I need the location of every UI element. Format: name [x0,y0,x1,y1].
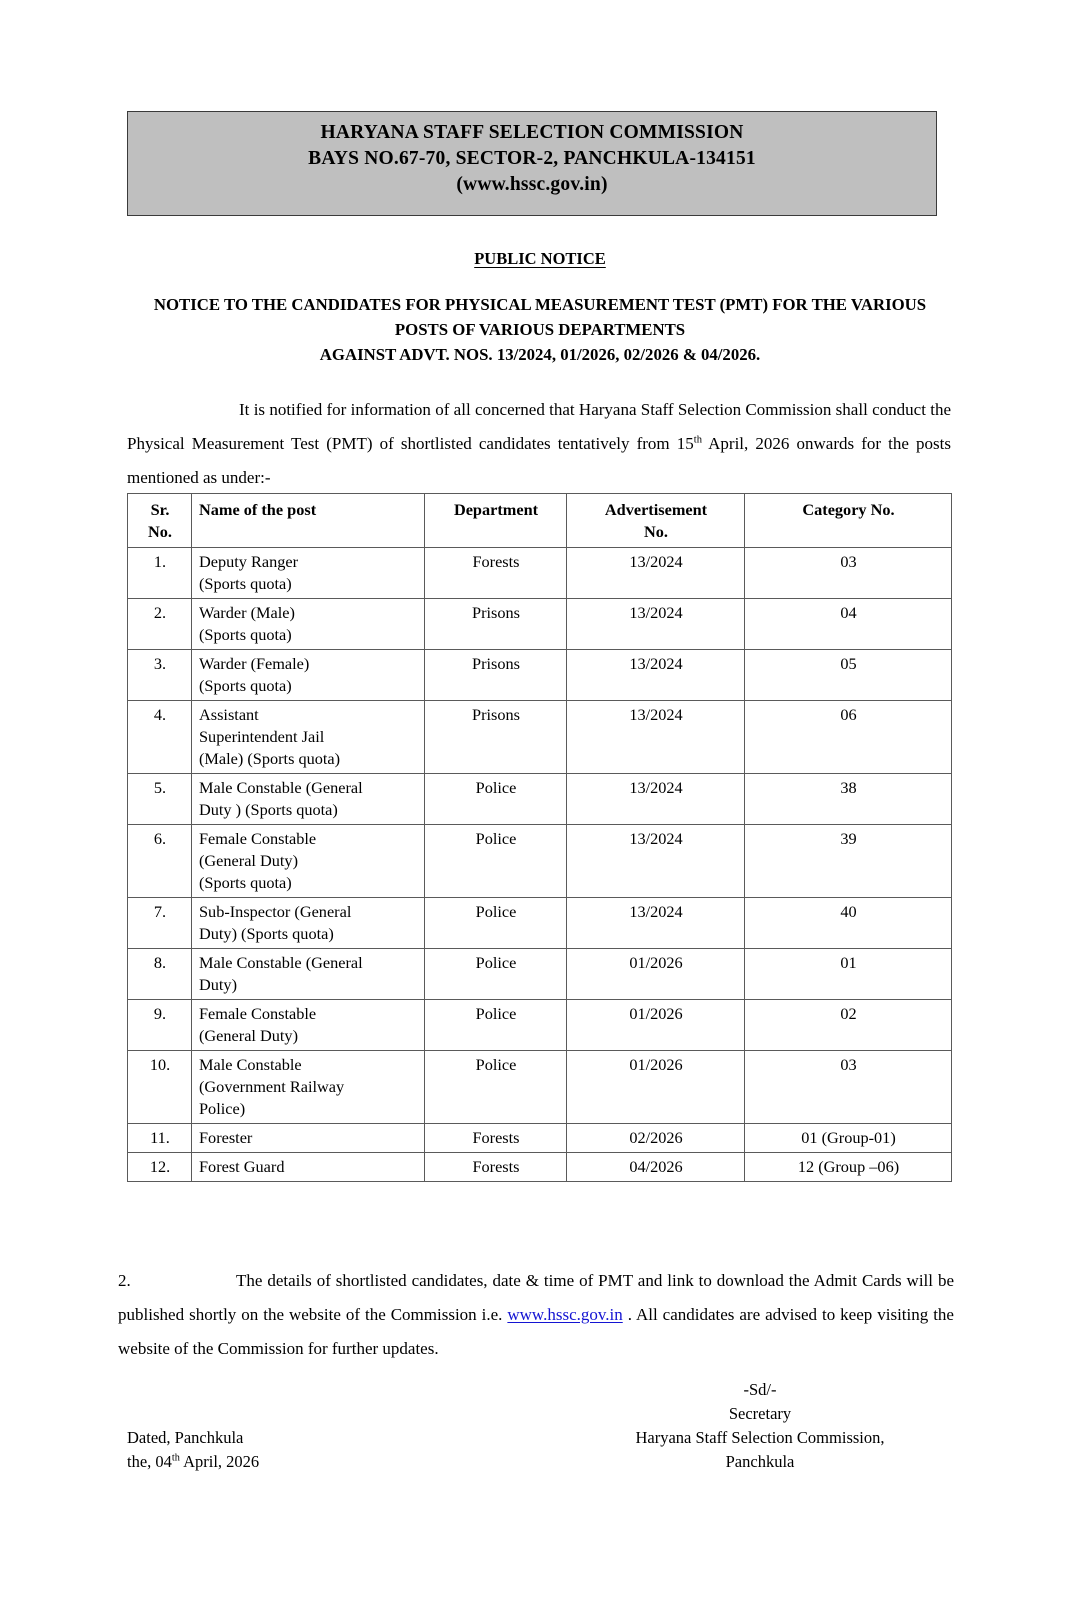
cell-sr-no: 2. [128,599,192,650]
notice-title-line-1: NOTICE TO THE CANDIDATES FOR PHYSICAL MEASUREMENT TEST (PMT) FOR THE VARIOUS [153,295,927,314]
paragraph-1-text-b: April, 2026 onwards for the posts mentioned as under:- [127,434,952,487]
dateline-date [127,1450,457,1474]
cell-advertisement-no: 02/2026 [567,1124,745,1153]
cell-sr-no: 3. [128,650,192,701]
cell-department: Prisons [425,701,567,774]
column-header-category-no: Category No. [745,494,952,548]
cell-advertisement-no: 04/2026 [567,1153,745,1182]
table-row [128,1124,952,1153]
cell-department: Prisons [425,599,567,650]
cell-sr-no: 10. [128,1051,192,1124]
cell-category-no: 38 [745,774,952,825]
cell-category-no: 03 [745,548,952,599]
posts-table-body [128,548,952,1182]
cell-post-name: Forester [192,1124,425,1153]
cell-department: Police [425,898,567,949]
date-ordinal-suffix: th [693,434,702,446]
cell-sr-no: 1. [128,548,192,599]
cell-department: Forests [425,1124,567,1153]
notice-body-paragraph-1 [127,393,951,495]
cell-post-name: Male Constable (General Duty ) (Sports quota) [192,774,425,825]
cell-advertisement-no: 13/2024 [567,599,745,650]
table-row [128,1153,952,1182]
cell-sr-no: 8. [128,949,192,1000]
cell-advertisement-no: 01/2026 [567,1000,745,1051]
cell-sr-no: 7. [128,898,192,949]
dateline-date-suffix: April, 2026 [179,1452,260,1471]
cell-sr-no: 4. [128,701,192,774]
cell-category-no: 03 [745,1051,952,1124]
cell-category-no: 01 (Group-01) [745,1124,952,1153]
paragraph-2-number: 2. [118,1271,131,1290]
signature-block [560,1378,960,1474]
posts-table-head [128,494,952,548]
cell-sr-no: 9. [128,1000,192,1051]
column-header-department: Department [425,494,567,548]
cell-advertisement-no: 13/2024 [567,774,745,825]
cell-category-no: 06 [745,701,952,774]
column-header-name-of-post: Name of the post [192,494,425,548]
table-row [128,701,952,774]
cell-department: Prisons [425,650,567,701]
table-row [128,1000,952,1051]
cell-sr-no: 5. [128,774,192,825]
paragraph-2-text-b: . All candidates are advised to keep visiting the website of the Commission for further updates. [118,1305,954,1358]
column-header-sr-line1: Sr. [150,500,170,519]
signature-place: Panchkula [725,1452,795,1471]
dateline-date-prefix: the, 04 [127,1452,172,1471]
notice-title-line-2: POSTS OF VARIOUS DEPARTMENTS [394,320,686,339]
cell-sr-no: 12. [128,1153,192,1182]
cell-advertisement-no: 13/2024 [567,825,745,898]
cell-advertisement-no: 13/2024 [567,701,745,774]
cell-advertisement-no: 13/2024 [567,898,745,949]
table-header-row [128,494,952,548]
cell-sr-no: 11. [128,1124,192,1153]
cell-category-no: 12 (Group –06) [745,1153,952,1182]
posts-table [127,493,952,1182]
cell-category-no: 04 [745,599,952,650]
notice-title-line-3: AGAINST ADVT. NOS. 13/2024, 01/2026, 02/2026 & 04/2026. [319,345,761,364]
paragraph-1-text-a: It is notified for information of all concerned that Haryana Staff Selection Commission shall conduct the Physical Measurement Test (PMT) of shortlisted candidates tentatively from 15 [127,400,951,453]
cell-advertisement-no: 01/2026 [567,1051,745,1124]
table-row [128,898,952,949]
hssc-website-link[interactable]: www.hssc.gov.in [507,1305,623,1324]
cell-post-name: Warder (Female) (Sports quota) [192,650,425,701]
signature-sd: -Sd/- [743,1380,777,1399]
paragraph-2-text-a: The details of shortlisted candidates, date & time of PMT and link to download the Admit Cards will be published shortly on the website of the Commission i.e. [118,1271,954,1324]
signature-designation: Secretary [728,1404,792,1423]
column-header-sr-line2: No. [148,522,172,541]
cell-post-name: Male Constable (Government Railway Police) [192,1051,425,1124]
table-row [128,774,952,825]
cell-post-name: Assistant Superintendent Jail (Male) (Sports quota) [192,701,425,774]
cell-post-name: Deputy Ranger (Sports quota) [192,548,425,599]
table-row [128,825,952,898]
cell-advertisement-no: 13/2024 [567,548,745,599]
cell-post-name: Sub-Inspector (General Duty) (Sports quota) [192,898,425,949]
cell-department: Police [425,825,567,898]
cell-category-no: 39 [745,825,952,898]
cell-post-name: Warder (Male) (Sports quota) [192,599,425,650]
table-row [128,650,952,701]
cell-post-name: Female Constable (General Duty) (Sports quota) [192,825,425,898]
cell-category-no: 01 [745,949,952,1000]
column-header-sr-no [128,494,192,548]
table-row [128,1051,952,1124]
header-address: BAYS NO.67-70, SECTOR-2, PANCHKULA-134151 [308,148,756,169]
cell-sr-no: 6. [128,825,192,898]
cell-department: Forests [425,548,567,599]
dateline-place: Dated, Panchkula [127,1428,244,1447]
signature-organisation: Haryana Staff Selection Commission, [635,1428,885,1447]
cell-advertisement-no: 01/2026 [567,949,745,1000]
column-header-advertisement-no [567,494,745,548]
cell-post-name: Forest Guard [192,1153,425,1182]
column-header-adv-line1: Advertisement [604,500,708,519]
public-notice-label: PUBLIC NOTICE [474,249,606,268]
cell-post-name: Female Constable (General Duty) [192,1000,425,1051]
cell-category-no: 40 [745,898,952,949]
header-org-name: HARYANA STAFF SELECTION COMMISSION [320,122,744,143]
cell-department: Forests [425,1153,567,1182]
cell-department: Police [425,774,567,825]
column-header-adv-line2: No. [644,522,668,541]
cell-advertisement-no: 13/2024 [567,650,745,701]
dateline-block [127,1426,457,1474]
cell-post-name: Male Constable (General Duty) [192,949,425,1000]
cell-department: Police [425,949,567,1000]
table-row [128,599,952,650]
cell-category-no: 05 [745,650,952,701]
dateline-ordinal-suffix: th [171,1452,180,1464]
cell-department: Police [425,1000,567,1051]
table-row [128,548,952,599]
table-row [128,949,952,1000]
cell-department: Police [425,1051,567,1124]
public-notice-heading [0,249,1080,269]
notice-subject-title [118,292,962,367]
notice-body-paragraph-2 [118,1264,954,1366]
header-website: (www.hssc.gov.in) [456,174,608,195]
document-header-box [127,111,937,216]
cell-category-no: 02 [745,1000,952,1051]
posts-table-wrapper [127,493,951,1182]
